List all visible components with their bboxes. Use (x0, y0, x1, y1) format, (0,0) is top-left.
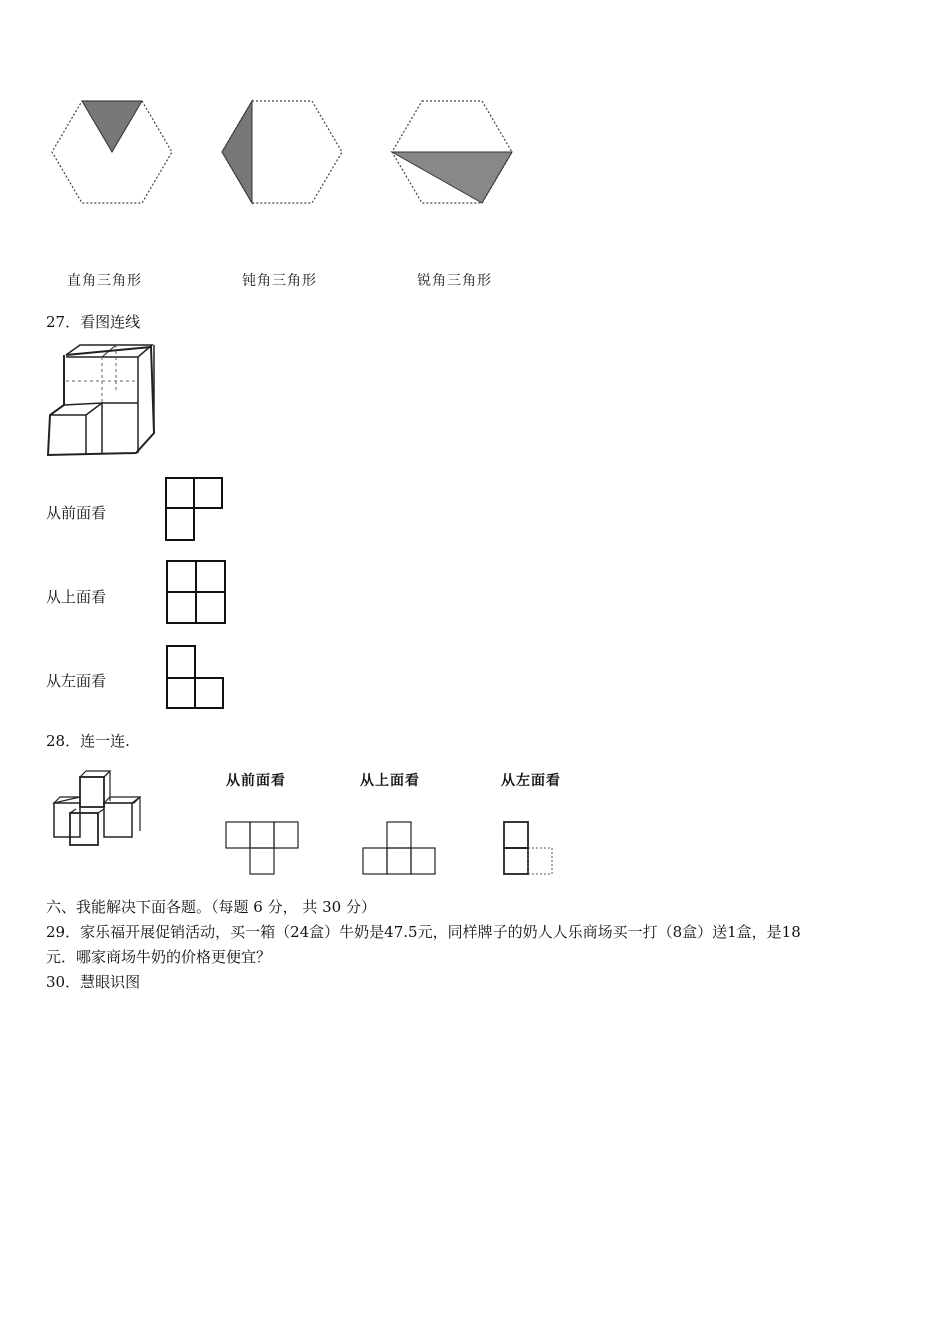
view-top-grid-28 (361, 820, 441, 878)
view-front-grid-27 (164, 476, 226, 544)
question-29-line1: 29．家乐福开展促销活动，买一箱（24盒）牛奶是47.5元，同样牌子的奶人人乐商场买一打（8盒）送1盒，是18 (46, 923, 801, 941)
view-top-label-27: 从上面看 (46, 588, 107, 606)
question-27-title: 27．看图连线 (46, 313, 141, 331)
hexagon-acute-triangle (390, 98, 515, 208)
section-6-heading: 六、我能解决下面各题。（每题 6 分， 共 30 分） (46, 898, 376, 916)
label-acute-triangle: 锐角三角形 (417, 273, 492, 289)
hexagon-right-triangle (50, 98, 175, 208)
question-28-title: 28．连一连. (46, 732, 130, 750)
question-29-line2: 元．哪家商场牛奶的价格更便宜？ (46, 948, 272, 966)
view-top-grid-27 (165, 559, 229, 627)
label-obtuse-triangle: 钝角三角形 (242, 273, 317, 289)
hexagon-obtuse-triangle (220, 98, 345, 208)
question-30-title: 30．慧眼识图 (46, 973, 141, 991)
view-front-label-27: 从前面看 (46, 504, 107, 522)
view-left-label-27: 从左面看 (46, 672, 107, 690)
view-left-grid-28 (502, 820, 558, 878)
view-left-grid-27 (165, 644, 227, 712)
cube-stack-figure-27 (46, 345, 158, 463)
cube-stack-figure-28 (50, 769, 150, 849)
label-right-triangle: 直角三角形 (67, 273, 142, 289)
view-top-label-28: 从上面看 (360, 773, 420, 789)
view-front-label-28: 从前面看 (226, 773, 286, 789)
view-left-label-28: 从左面看 (501, 773, 561, 789)
view-front-grid-28 (224, 820, 304, 878)
